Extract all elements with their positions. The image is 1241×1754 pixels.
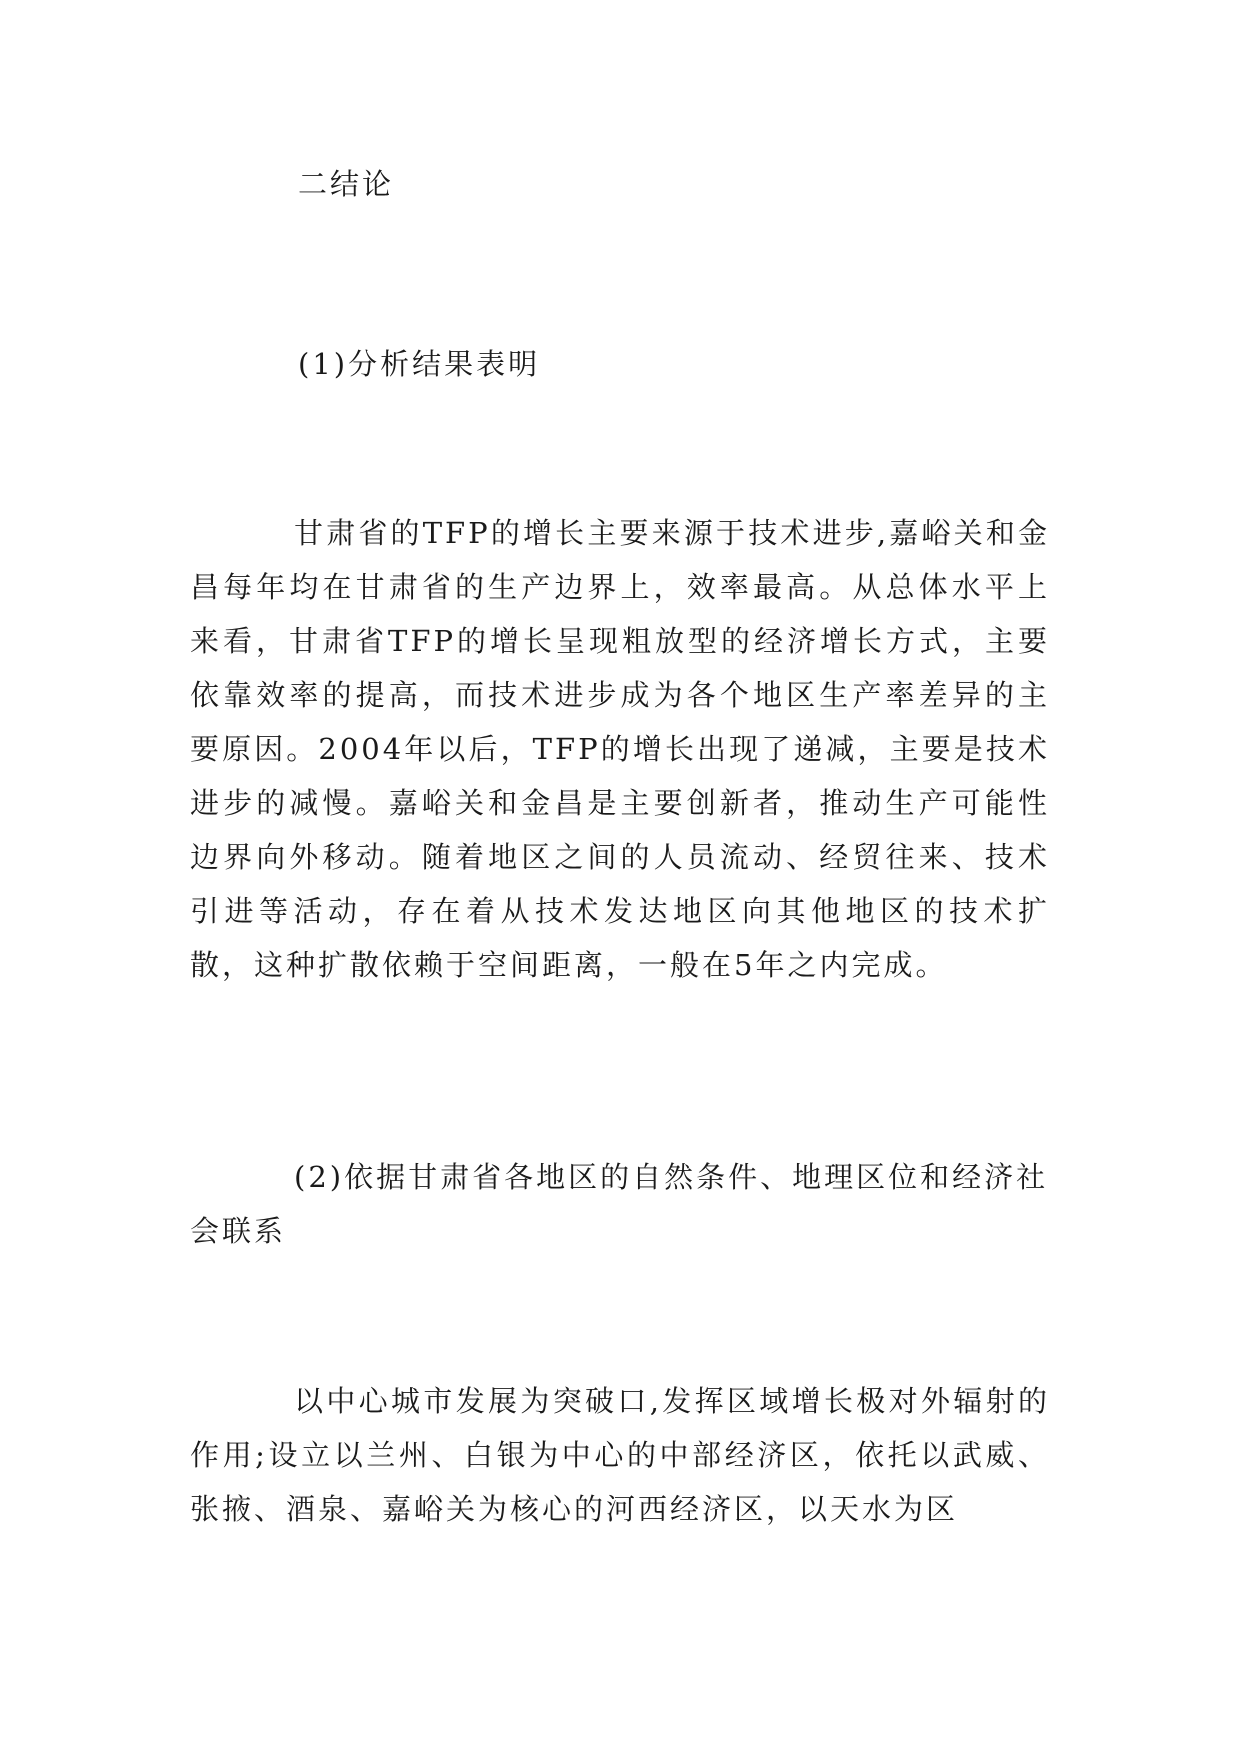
section-title: 二结论 xyxy=(298,167,395,201)
subheading-analysis-results: (1)分析结果表明 xyxy=(298,347,541,381)
body-paragraph-3: 以中心城市发展为突破口,发挥区域增长极对外辐射的作用;设立以兰州、白银为中心的中部经济区，依托以武威、张掖、酒泉、嘉峪关为核心的河西经济区，以天水为区 xyxy=(190,1384,1050,1526)
body-paragraph-1: 甘肃省的TFP的增长主要来源于技术进步,嘉峪关和金昌每年均在甘肃省的生产边界上，效率最高。从总体水平上来看，甘肃省TFP的增长呈现粗放型的经济增长方式，主要依靠效率的提高，而技术进步成为各个地区生产率差异的主要原因。2004年以后，TFP的增长出现了递减，主要是技术进步的减慢。嘉峪关和金昌是主要创新者，推动生产可能性边界向外移动。随着地区之间的人员流动、经贸往来、技术引进等活动，存在着从技术发达地区向其他地区的技术扩散，这种扩散依赖于空间距离，一般在5年之内完成。 xyxy=(190,516,1050,982)
body-paragraph-2: (2)依据甘肃省各地区的自然条件、地理区位和经济社会联系 xyxy=(190,1160,1049,1248)
